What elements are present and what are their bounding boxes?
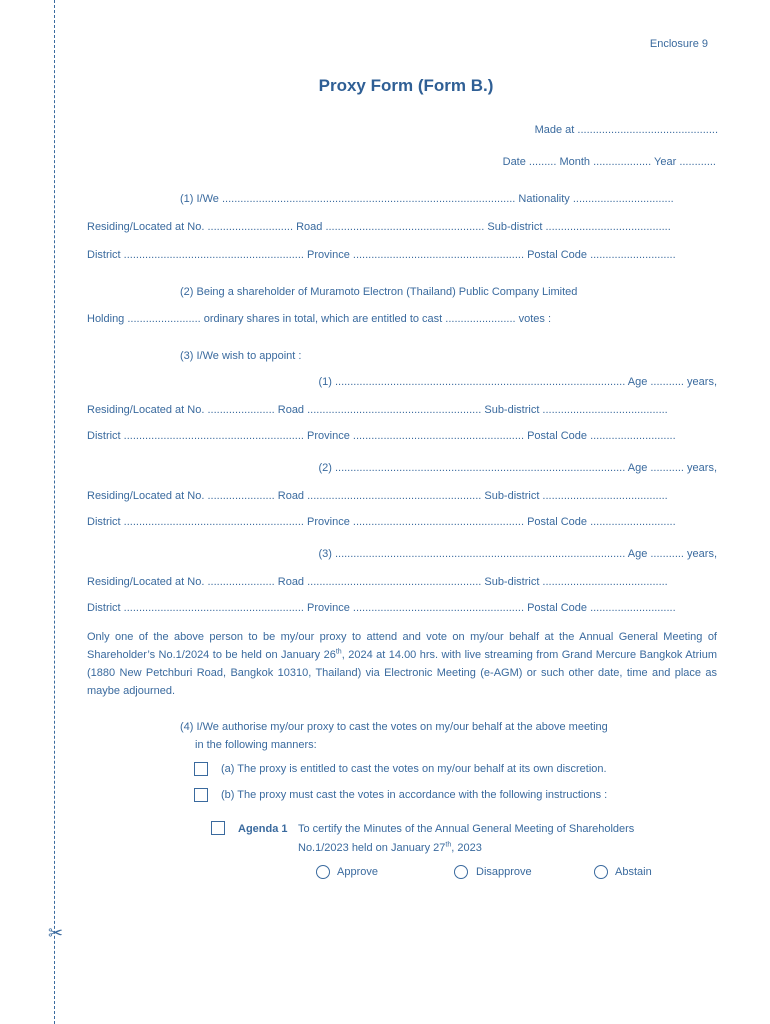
authorise-line: (4) I/We authorise my/our proxy to cast the votes on my/our behalf at the above meeting — [180, 721, 608, 733]
shareholder-district-line: District ........................................................... Province ........................................................ Postal Code ............................ — [87, 249, 676, 261]
proxy-name-line: (3) ............................................................................................... Age ........... years, — [318, 548, 717, 560]
proxy-address-line: Residing/Located at No. ...................... Road ......................................................... Sub-district ......................................... — [87, 576, 668, 588]
disapprove-radio[interactable] — [454, 865, 468, 879]
date-line: Date ......... Month ................... Year ............ — [502, 156, 716, 168]
cut-line — [54, 0, 55, 1024]
made-at-line: Made at .............................................. — [534, 124, 718, 136]
agenda-1-text: To certify the Minutes of the Annual General Meeting of Shareholders — [298, 823, 635, 835]
proxy-name-line: (2) ............................................................................................... Age ........... years, — [318, 462, 717, 474]
shareholder-statement: (2) Being a shareholder of Muramoto Electron (Thailand) Public Company Limited — [180, 286, 578, 298]
shareholder-address-line: Residing/Located at No. ............................ Road .................................................... Sub-district ......................................... — [87, 221, 671, 233]
enclosure-label: Enclosure 9 — [649, 38, 708, 50]
page-title: Proxy Form (Form B.) — [318, 76, 494, 95]
proxy-paragraph: Only one of the above person to be my/our proxy to attend and vote on my/our behalf at the Annual General Meeting of Shareholder’s No.1/2024 to be held on January 26th, 2024 at 14.00 hrs. with live streaming from Grand Mercure Bangkok Atrium (1880 New Petchburi Road, Bangkok 10310, Thailand) via Electronic Meeting (e-AGM) or such other date, time and place as maybe adjourned. — [87, 631, 717, 697]
disapprove-label: Disapprove — [476, 866, 532, 878]
proxy-district-line: District ........................................................... Province ........................................................ Postal Code ............................ — [87, 602, 676, 614]
option-b-label: (b) The proxy must cast the votes in accordance with the following instructions : — [221, 789, 608, 801]
abstain-label: Abstain — [615, 866, 652, 878]
proxy-district-line: District ........................................................... Province ........................................................ Postal Code ............................ — [87, 430, 676, 442]
agenda-1-checkbox[interactable] — [211, 821, 225, 835]
abstain-radio[interactable] — [594, 865, 608, 879]
authorise-line-2: in the following manners: — [195, 739, 317, 751]
appoint-heading: (3) I/We wish to appoint : — [180, 350, 302, 362]
option-a-label: (a) The proxy is entitled to cast the votes on my/our behalf at its own discretion. — [221, 763, 607, 775]
approve-label: Approve — [337, 866, 378, 878]
option-b-checkbox[interactable] — [194, 788, 208, 802]
proxy-district-line: District ........................................................... Province ........................................................ Postal Code ............................ — [87, 516, 676, 528]
proxy-address-line: Residing/Located at No. ...................... Road ......................................................... Sub-district ......................................... — [87, 404, 668, 416]
holding-line: Holding ........................ ordinary shares in total, which are entitled to cast ....................... votes : — [87, 313, 552, 325]
shareholder-name-line: (1) I/We ................................................................................................ Nationality ................................. — [180, 193, 674, 205]
scissors-icon: ✂ — [48, 923, 64, 943]
agenda-1-text-2: No.1/2023 held on January 27th, 2023 — [298, 841, 482, 854]
proxy-name-line: (1) ............................................................................................... Age ........... years, — [318, 376, 717, 388]
option-a-checkbox[interactable] — [194, 762, 208, 776]
agenda-1-label: Agenda 1 — [238, 823, 288, 835]
proxy-address-line: Residing/Located at No. ...................... Road ......................................................... Sub-district ......................................... — [87, 490, 668, 502]
approve-radio[interactable] — [316, 865, 330, 879]
